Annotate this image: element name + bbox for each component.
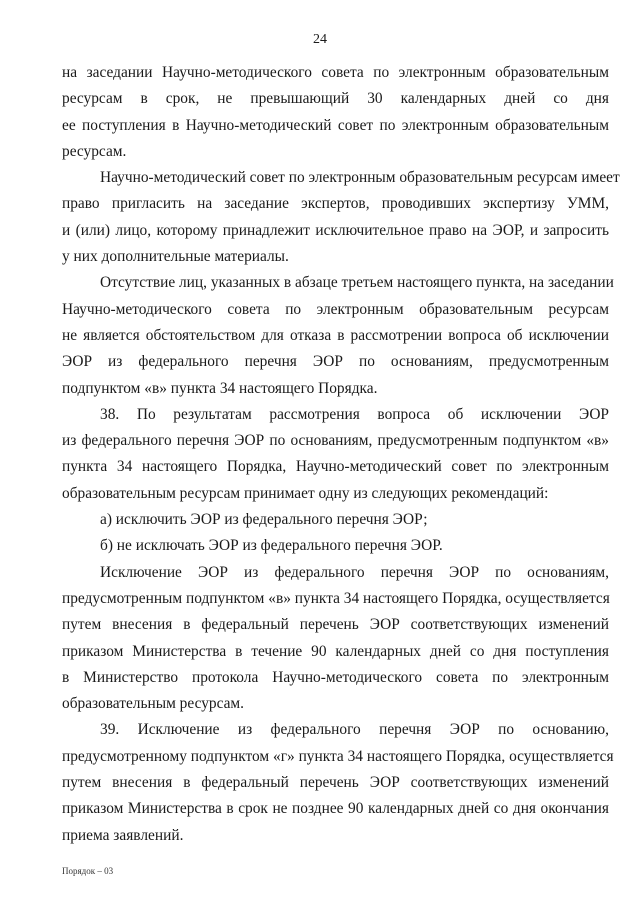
document-body	[62, 60, 620, 849]
text-line: пункта 34 настоящего Порядка, Научно-методический совет по электронным	[62, 458, 609, 476]
text-line: Научно-методический совет по электронным образовательным ресурсам имеет	[100, 169, 620, 187]
text-line: а) исключить ЭОР из федерального перечня ЭОР;	[100, 511, 428, 529]
text-line: образовательным ресурсам.	[62, 695, 245, 713]
text-line: образовательным ресурсам принимает одну из следующих рекомендаций:	[62, 484, 549, 502]
text-line: Научно-методического совета по электронным образовательным ресурсам	[62, 300, 609, 318]
text-line: ЭОР из федерального перечня ЭОР по основаниям, предусмотренным	[62, 353, 609, 371]
text-line: ресурсам в срок, не превышающий 30 календарных дней со дня	[62, 90, 609, 108]
text-line: Исключение ЭОР из федерального перечня ЭОР по основаниям,	[100, 563, 609, 581]
text-line: б) не исключать ЭОР из федерального перечня ЭОР.	[100, 537, 443, 555]
text-line: приема заявлений.	[62, 826, 184, 844]
text-line: Отсутствие лиц, указанных в абзаце третьем настоящего пункта, на заседании	[100, 274, 614, 292]
text-line: приказом Министерства в срок не позднее 90 календарных дней со дня окончания	[62, 800, 609, 818]
text-line: право пригласить на заседание экспертов, проводивших экспертизу УММ,	[62, 195, 609, 213]
text-line: предусмотренным подпунктом «в» пункта 34 настоящего Порядка, осуществляется	[62, 589, 610, 607]
text-line: у них дополнительные материалы.	[62, 248, 289, 266]
text-line: и (или) лицо, которому принадлежит исключительное право на ЭОР, и запросить	[62, 221, 609, 239]
text-line: путем внесения в федеральный перечень ЭОР соответствующих изменений	[62, 616, 609, 634]
text-line: предусмотренному подпунктом «г» пункта 34 настоящего Порядка, осуществляется	[62, 747, 614, 765]
text-line: ресурсам.	[62, 142, 127, 160]
text-line: на заседании Научно-методического совета по электронным образовательным	[62, 64, 609, 81]
text-line: путем внесения в федеральный перечень ЭОР соответствующих изменений	[62, 774, 609, 792]
text-line: подпунктом «в» пункта 34 настоящего Порядка.	[62, 379, 378, 397]
text-line: не является обстоятельством для отказа в рассмотрении вопроса об исключении	[62, 326, 609, 344]
text-line: 39. Исключение из федерального перечня ЭОР по основанию,	[100, 721, 609, 739]
text-line: 38. По результатам рассмотрения вопроса об исключении ЭОР	[100, 405, 609, 423]
text-line: ее поступления в Научно-методический совет по электронным образовательным	[62, 116, 609, 134]
text-line: из федерального перечня ЭОР по основаниям, предусмотренным подпунктом «в»	[62, 432, 609, 450]
page-number: 24	[313, 32, 327, 47]
text-line: в Министерство протокола Научно-методического совета по электронным	[62, 668, 609, 686]
footer-note: Порядок – 03	[62, 866, 114, 876]
text-line: приказом Министерства в течение 90 календарных дней со дня поступления	[62, 642, 609, 660]
